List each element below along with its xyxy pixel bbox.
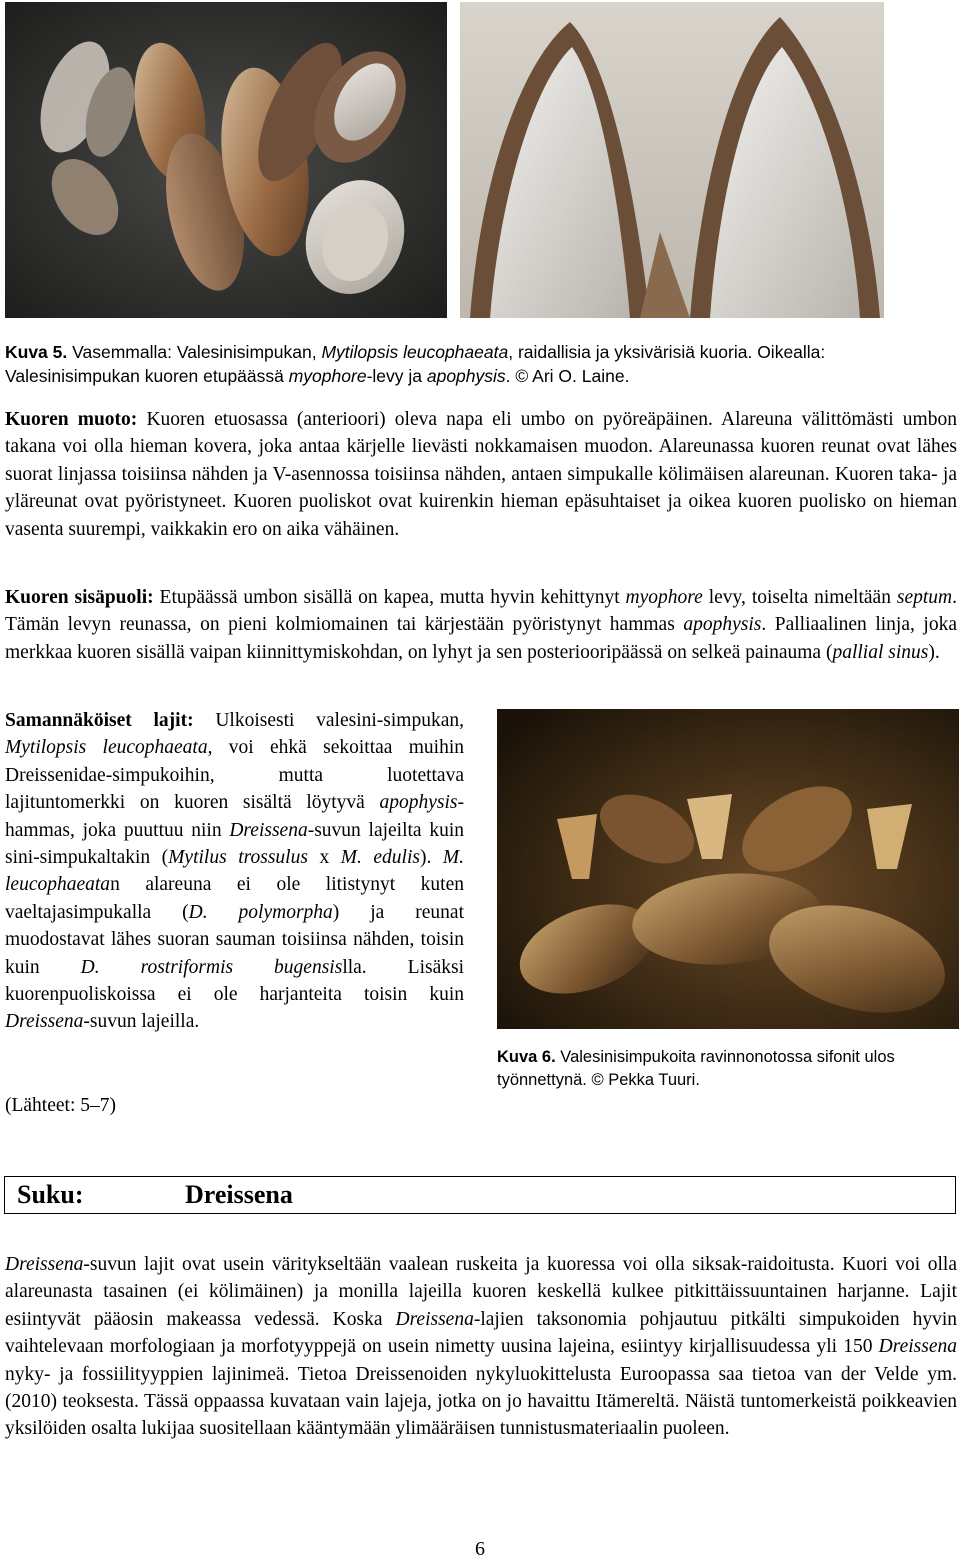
figure-6-label: Kuva 6. — [497, 1048, 556, 1066]
sources-note: (Lähteet: 5–7) — [5, 1095, 116, 1116]
figure-5-label: Kuva 5. — [5, 342, 68, 362]
photo-shells-exterior — [5, 2, 447, 318]
section-similar-species: Samannäköiset lajit: Ulkoisesti valesini-simpukan, Mytilopsis leucophaeata, voi ehkä sekoittaa muihin Dreissenidae-simpukoihin, mutta luotettava lajituntomerkki on kuoren sisältä löytyvä apophysis-hammas, joka puuttuu niin Dreissena-suvun lajeilta kuin sini-simpukaltakin (Mytilus trossulus x M. edulis). M. leucophaeatan alareuna ei ole litistynyt kuten vaeltajasimpukalla (D. polymorpha) ja reunat muodostavat lähes suoran sauman toisiinsa nähden, toisin kuin D. rostriformis bugensislla. Lisäksi kuorenpuoliskoissa ei ole harjanteita toisin kuin Dreissena-suvun lajeilla. — [5, 710, 465, 1033]
genus-label: Suku: — [17, 1180, 84, 1209]
section-label: Kuoren sisäpuoli: — [5, 587, 154, 608]
genus-name: Dreissena — [185, 1180, 293, 1209]
photo-shell-interior — [460, 2, 884, 318]
section-dreissena: Dreissena-suvun lajit ovat usein väritykseltään vaalean ruskeita ja kuoressa voi olla siksak-raidoitusta. Kuori voi olla alareunasta tasainen (ei kölimäinen) ja monilla lajeilla kuoren keskellä kulkee pitkittäissuuntainen harjanne. Lajit esiintyvät pääosin makeassa vedessä. Koska Dreissena-lajien taksonomia pohjautuu pitkälti simpukoiden hyvin vaihtelevaan morfologiaan ja morfotyyppejä on usein nimetty uusina lajeina, esiintyy kirjallisuudessa yli 150 Dreissena nyky- ja fossiilityyppien lajinimeä. Tietoa Dreissenoiden nykyluokittelusta Euroopassa saa tietoa van der Velde ym. (2010) teoksesta. Tässä oppaassa kuvataan vain lajeja, jotka on jo havaittu Itämereltä. Näistä tuntomerkeistä poikkeavien yksilöiden osalta lukijaa suositellaan kääntymään ylimääräisen tunnistusmateriaalin puoleen. — [5, 1254, 957, 1440]
section-label: Samannäköiset lajit: — [5, 710, 194, 731]
page-number: 6 — [475, 1538, 485, 1560]
genus-header — [4, 1176, 956, 1214]
figure-6-caption: Kuva 6. Valesinisimpukoita ravinnonotossa sifonit ulos työnnettynä. © Pekka Tuuri. — [497, 1048, 895, 1089]
photo-mussels-feeding — [497, 709, 959, 1029]
section-shell-shape: Kuoren muoto: Kuoren etuosassa (anterioori) oleva napa eli umbo on pyöreäpäinen. Alareuna välittömästi umbon takana voi olla hieman kovera, joka antaa kärjelle lievästi nokkamaisen muodon. Alareunassa kuoren reunat ovat lähes suorat linjassa toisiinsa nähden ja V-asennossa toisiinsa nähden, antaen simpukalle kölimäisen alareunan. Kuoren taka- ja yläreunat ovat pyöristyneet. Kuoren puoliskot ovat kuirenkin hieman epäsuhtaiset ja oikea kuoren puolisko on hieman vasenta suurempi, vaikkakin ero on aika vähäinen. — [5, 409, 957, 540]
section-label: Kuoren muoto: — [5, 409, 138, 430]
section-shell-interior: Kuoren sisäpuoli: Etupäässä umbon sisällä on kapea, mutta hyvin kehittynyt myophore levy, toiselta nimeltään septum. Tämän levyn reunassa, on pieni kolmiomainen tai kärjestään pyöristynyt hammas apophysis. Palliaalinen linja, joka merkkaa kuoren sisällä vaipan kiinnittymiskohdan, on lyhyt ja sen posteriooripäässä on selkeä painauma (pallial sinus). — [5, 587, 957, 663]
figure-5-caption: Kuva 5. Vasemmalla: Valesinisimpukan, Mytilopsis leucophaeata, raidallisia ja yksivärisiä kuoria. Oikealla: Valesinisimpukan kuoren etupäässä myophore-levy ja apophysis. © Ari O. Laine. — [5, 342, 826, 386]
